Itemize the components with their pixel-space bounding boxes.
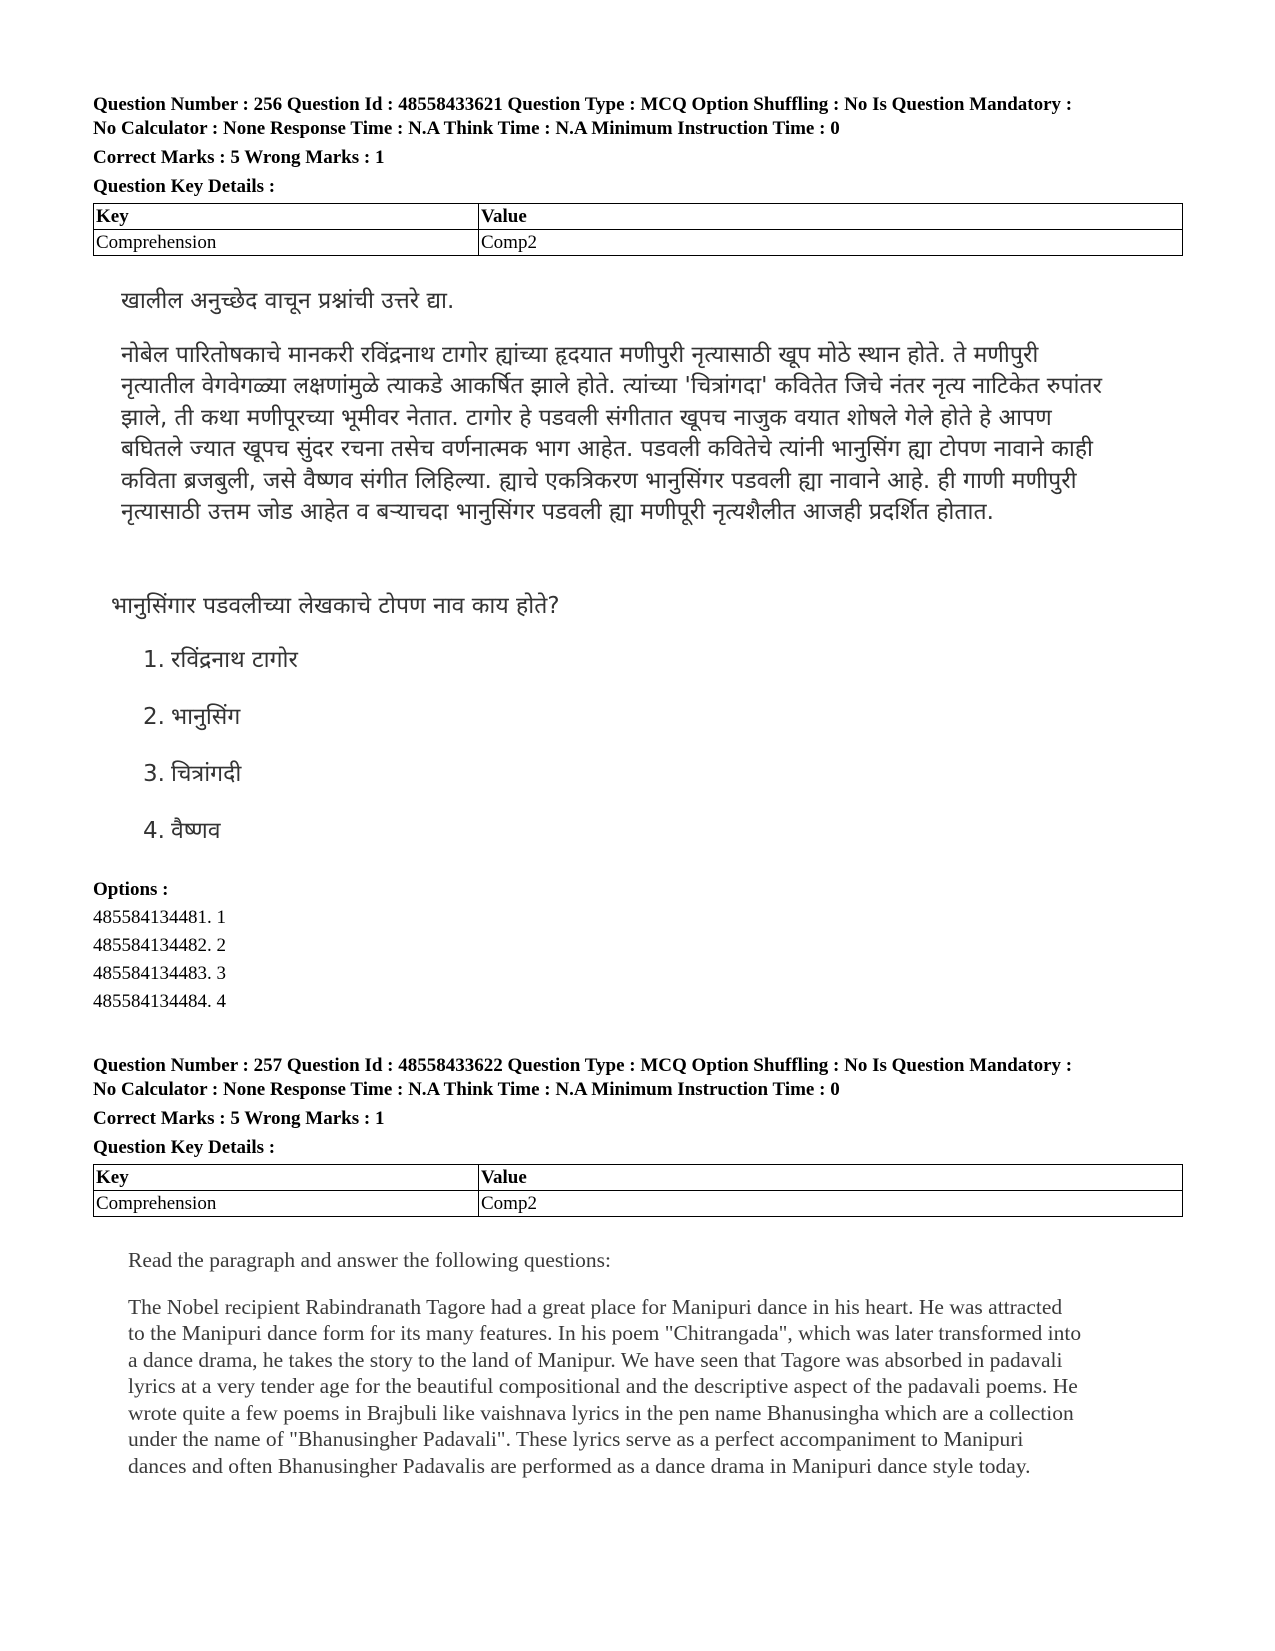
- choice-number: 2.: [143, 704, 165, 730]
- question-block-256: [93, 93, 1183, 1016]
- table-row: [94, 1191, 1183, 1217]
- choice-item: [143, 640, 1161, 697]
- document-page: [93, 93, 1183, 1479]
- passage-line: dances and often Bhanusingher Padavalis are performed as a dance drama in Manipuri dance style today.: [128, 1453, 1031, 1478]
- table-header-key: Key: [94, 204, 479, 230]
- passage-line: नृत्यासाठी उत्तम जोड आहेत व बऱ्याचदा भानुसिंगर पडवली ह्या मणीपूरी नृत्यशैलीत आजही प्रदर्शित होतात.: [121, 499, 994, 525]
- key-value-table: [93, 203, 1183, 256]
- question-header: [93, 1054, 1183, 1102]
- choice-text: भानुसिंग: [170, 704, 241, 730]
- passage-paragraph: [128, 1294, 1173, 1480]
- passage-line: कविता ब्रजबुली, जसे वैष्णव संगीत लिहिल्या. ह्याचे एकत्रिकरण भानुसिंगर पडवली ह्या नावाने आहे. ही गाणी मणीपुरी: [121, 467, 1077, 494]
- passage-line: under the name of "Bhanusingher Padavali". These lyrics serve as a perfect accompaniment to Manipuri: [128, 1427, 1024, 1451]
- question-image-marathi: [111, 286, 1161, 868]
- option-item: 485584134482. 2: [93, 935, 226, 956]
- table-header-value: Value: [479, 204, 1183, 230]
- table-cell-value: Comp2: [479, 230, 1183, 256]
- passage-line: wrote quite a few poems in Brajbuli like vaishnava lyrics in the pen name Bhanusingha which are a collection: [128, 1400, 1074, 1425]
- question-image-english: [128, 1247, 1173, 1479]
- choice-item: [143, 697, 1161, 754]
- passage-line: to the Manipuri dance form for its many features. In his poem "Chitrangada", which was later transformed into: [128, 1321, 1082, 1345]
- passage-line: बघितले ज्यात खूपच सुंदर रचना तसेच वर्णनात्मक भाग आहेत. पडवली कवितेचे त्यांनी भानुसिंग ह्या टोपण नावाने काही: [121, 436, 1093, 462]
- table-header-value: Value: [479, 1165, 1183, 1191]
- passage-line: lyrics at a very tender age for the beautiful compositional and the descriptive aspect of the padavali poems. He: [128, 1374, 1078, 1398]
- option-item: 485584134484. 4: [93, 991, 226, 1012]
- choice-item: [143, 811, 1161, 868]
- key-value-table: [93, 1164, 1183, 1217]
- passage-instruction: Read the paragraph and answer the following questions:: [128, 1248, 612, 1272]
- option-item: 485584134481. 1: [93, 907, 226, 928]
- table-header-row: [94, 1165, 1183, 1191]
- marks-line: Correct Marks : 5 Wrong Marks : 1: [93, 147, 385, 168]
- passage-line: The Nobel recipient Rabindranath Tagore had a great place for Manipuri dance in his heart. He was attracted: [128, 1294, 1063, 1319]
- table-cell-value: Comp2: [479, 1191, 1183, 1217]
- question-header-line-2: No Calculator : None Response Time : N.A Think Time : N.A Minimum Instruction Time : 0: [93, 118, 840, 139]
- table-cell-key: Comprehension: [94, 230, 479, 256]
- table-cell-key: Comprehension: [94, 1191, 479, 1217]
- passage-line: नोबेल पारितोषकाचे मानकरी रविंद्रनाथ टागोर ह्यांच्या हृदयात मणीपुरी नृत्यासाठी खूप मोठे स्थान होते. ते मणीपुरी: [121, 341, 1039, 368]
- passage-line: a dance drama, he takes the story to the land of Manipur. We have seen that Tagore was absorbed in padavali: [128, 1347, 1063, 1372]
- choice-number: 3.: [143, 761, 165, 787]
- choice-text: रविंद्रनाथ टागोर: [170, 647, 298, 673]
- question-header: [93, 93, 1183, 141]
- question-header-line-1: Question Number : 257 Question Id : 48558433622 Question Type : MCQ Option Shuffling : No Is Question Mandatory :: [93, 1055, 1073, 1076]
- passage-paragraph: [121, 340, 1161, 529]
- marks-line: Correct Marks : 5 Wrong Marks : 1: [93, 1108, 385, 1129]
- options-list: [93, 904, 1183, 1016]
- question-header-line-2: No Calculator : None Response Time : N.A Think Time : N.A Minimum Instruction Time : 0: [93, 1079, 840, 1100]
- choice-text: चित्रांगदी: [170, 761, 242, 787]
- choice-number: 4.: [143, 818, 165, 844]
- choice-item: [143, 754, 1161, 811]
- question-text: भानुसिंगार पडवलीच्या लेखकाचे टोपण नाव काय होते?: [111, 592, 560, 619]
- question-header-line-1: Question Number : 256 Question Id : 48558433621 Question Type : MCQ Option Shuffling : No Is Question Mandatory :: [93, 94, 1073, 115]
- choice-text: वैष्णव: [170, 818, 221, 844]
- passage-instruction: खालील अनुच्छेद वाचून प्रश्नांची उत्तरे द्या.: [121, 288, 455, 314]
- options-label: Options :: [93, 879, 169, 900]
- passage-line: नृत्यातील वेगवेगळ्या लक्षणांमुळे त्याकडे आकर्षित झाले होते. त्यांच्या 'चित्रांगदा' कवितेत जिचे नंतर नृत्य नाटिकेत रुपांतर: [121, 373, 1102, 399]
- choice-number: 1.: [143, 647, 165, 673]
- choice-list: [121, 640, 1161, 868]
- table-row: [94, 230, 1183, 256]
- table-header-key: Key: [94, 1165, 479, 1191]
- table-header-row: [94, 204, 1183, 230]
- passage-line: झाले, ती कथा मणीपूरच्या भूमीवर नेतात. टागोर हे पडवली संगीतात खूपच नाजुक वयात शोषले गेले होते हे आपण: [121, 404, 1052, 431]
- key-details-label: Question Key Details :: [93, 176, 276, 197]
- question-block-257: [93, 1054, 1183, 1479]
- option-item: 485584134483. 3: [93, 963, 226, 984]
- key-details-label: Question Key Details :: [93, 1137, 276, 1158]
